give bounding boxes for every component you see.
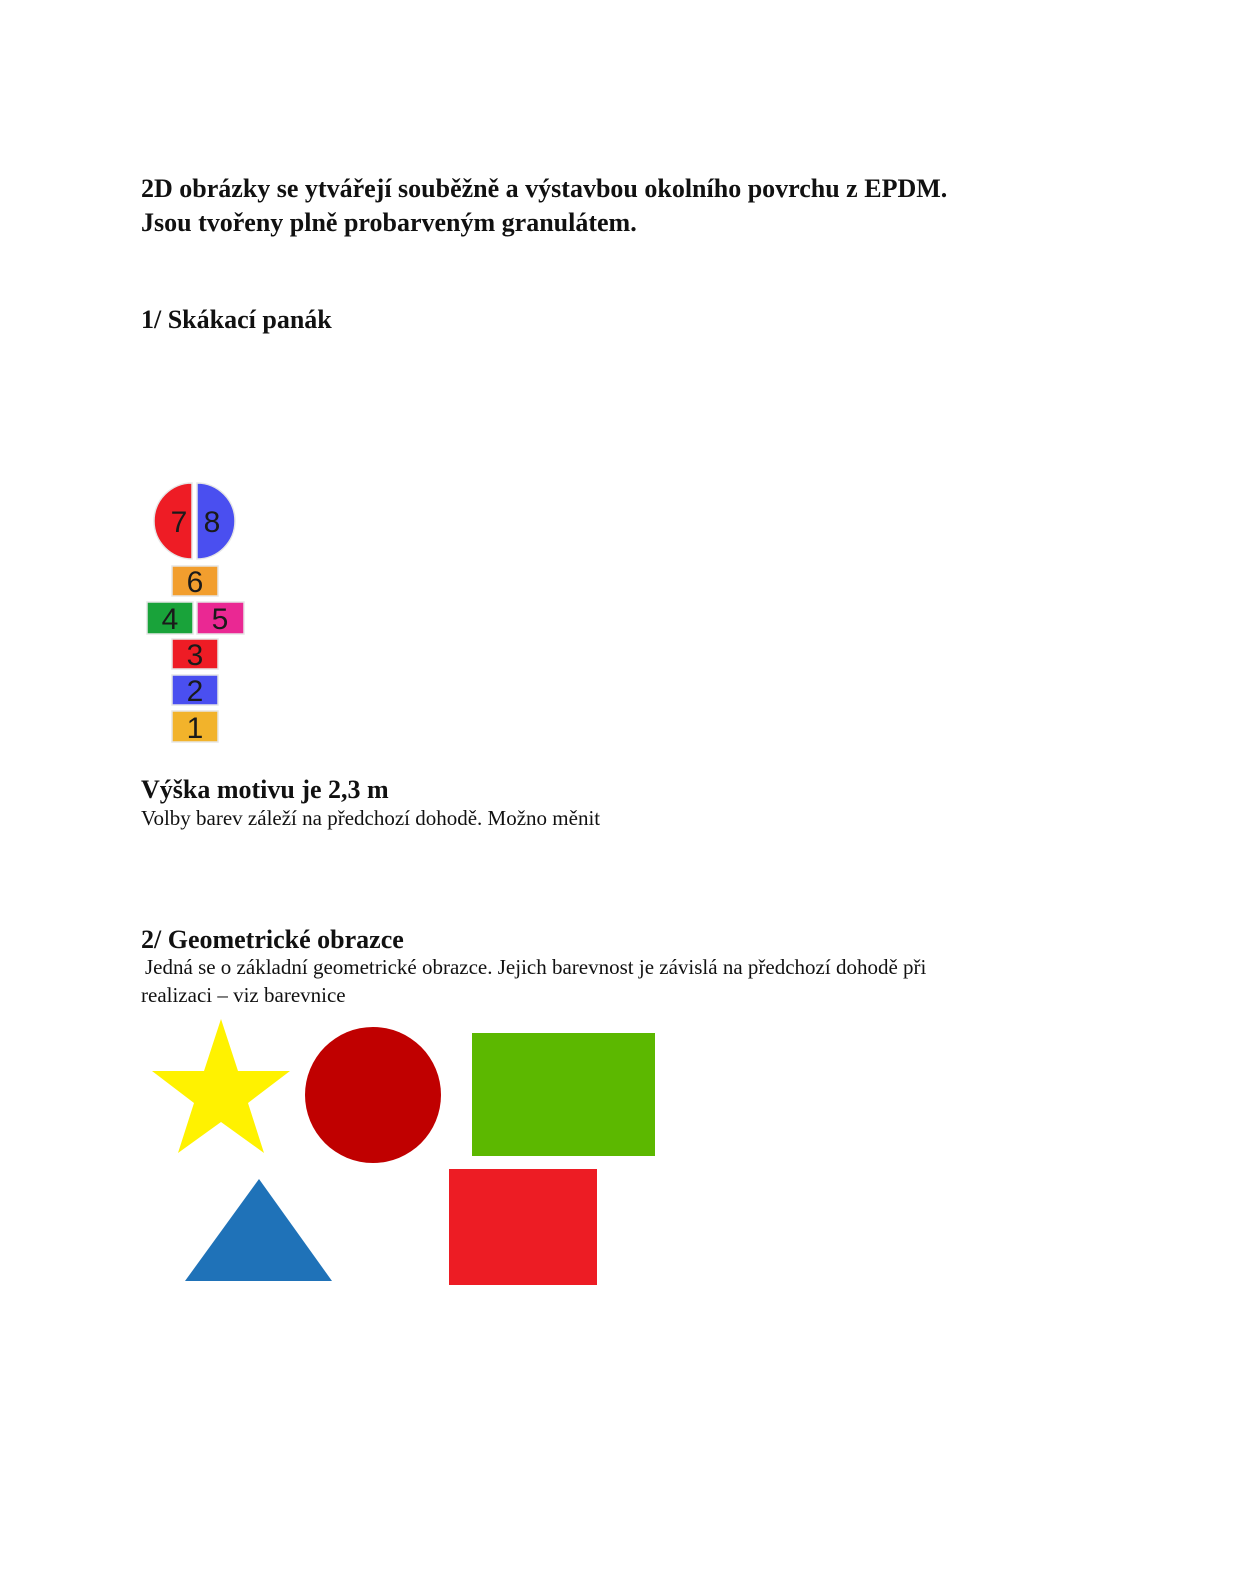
color-choice-note: Volby barev záleží na předchozí dohodě. Možno měnit [141,806,601,830]
hopscotch-number-2: 2 [186,675,204,708]
hopscotch-number-8: 8 [203,506,221,539]
blue-triangle [185,1179,332,1281]
hopscotch-number-3: 3 [186,639,204,672]
geometric-shapes-figure [140,1012,670,1297]
shapes-description-line-1: Jedná se o základní geometrické obrazce. Jejich barevnost je závislá na předchozí dohodě při [145,955,927,979]
red-circle [305,1027,441,1163]
red-rectangle [449,1169,597,1285]
hopscotch-number-5: 5 [211,603,229,636]
intro-heading-line-2: Jsou tvořeny plně probarveným granulátem. [141,208,637,237]
shapes-description-line-2: realizaci – viz barevnice [141,983,346,1007]
hopscotch-number-1: 1 [186,712,204,745]
section-1-title: 1/ Skákací panák [141,305,332,334]
hopscotch-number-4: 4 [161,603,179,636]
hopscotch-figure [144,478,248,748]
green-rectangle [472,1033,655,1156]
motif-height-heading: Výška motivu je 2,3 m [141,775,389,804]
yellow-star [152,1019,290,1153]
hopscotch-number-6: 6 [186,566,204,599]
section-2-title: 2/ Geometrické obrazce [141,925,404,954]
intro-heading-line-1: 2D obrázky se ytvářejí souběžně a výstavbou okolního povrchu z EPDM. [141,174,948,203]
hopscotch-number-7: 7 [170,506,188,539]
